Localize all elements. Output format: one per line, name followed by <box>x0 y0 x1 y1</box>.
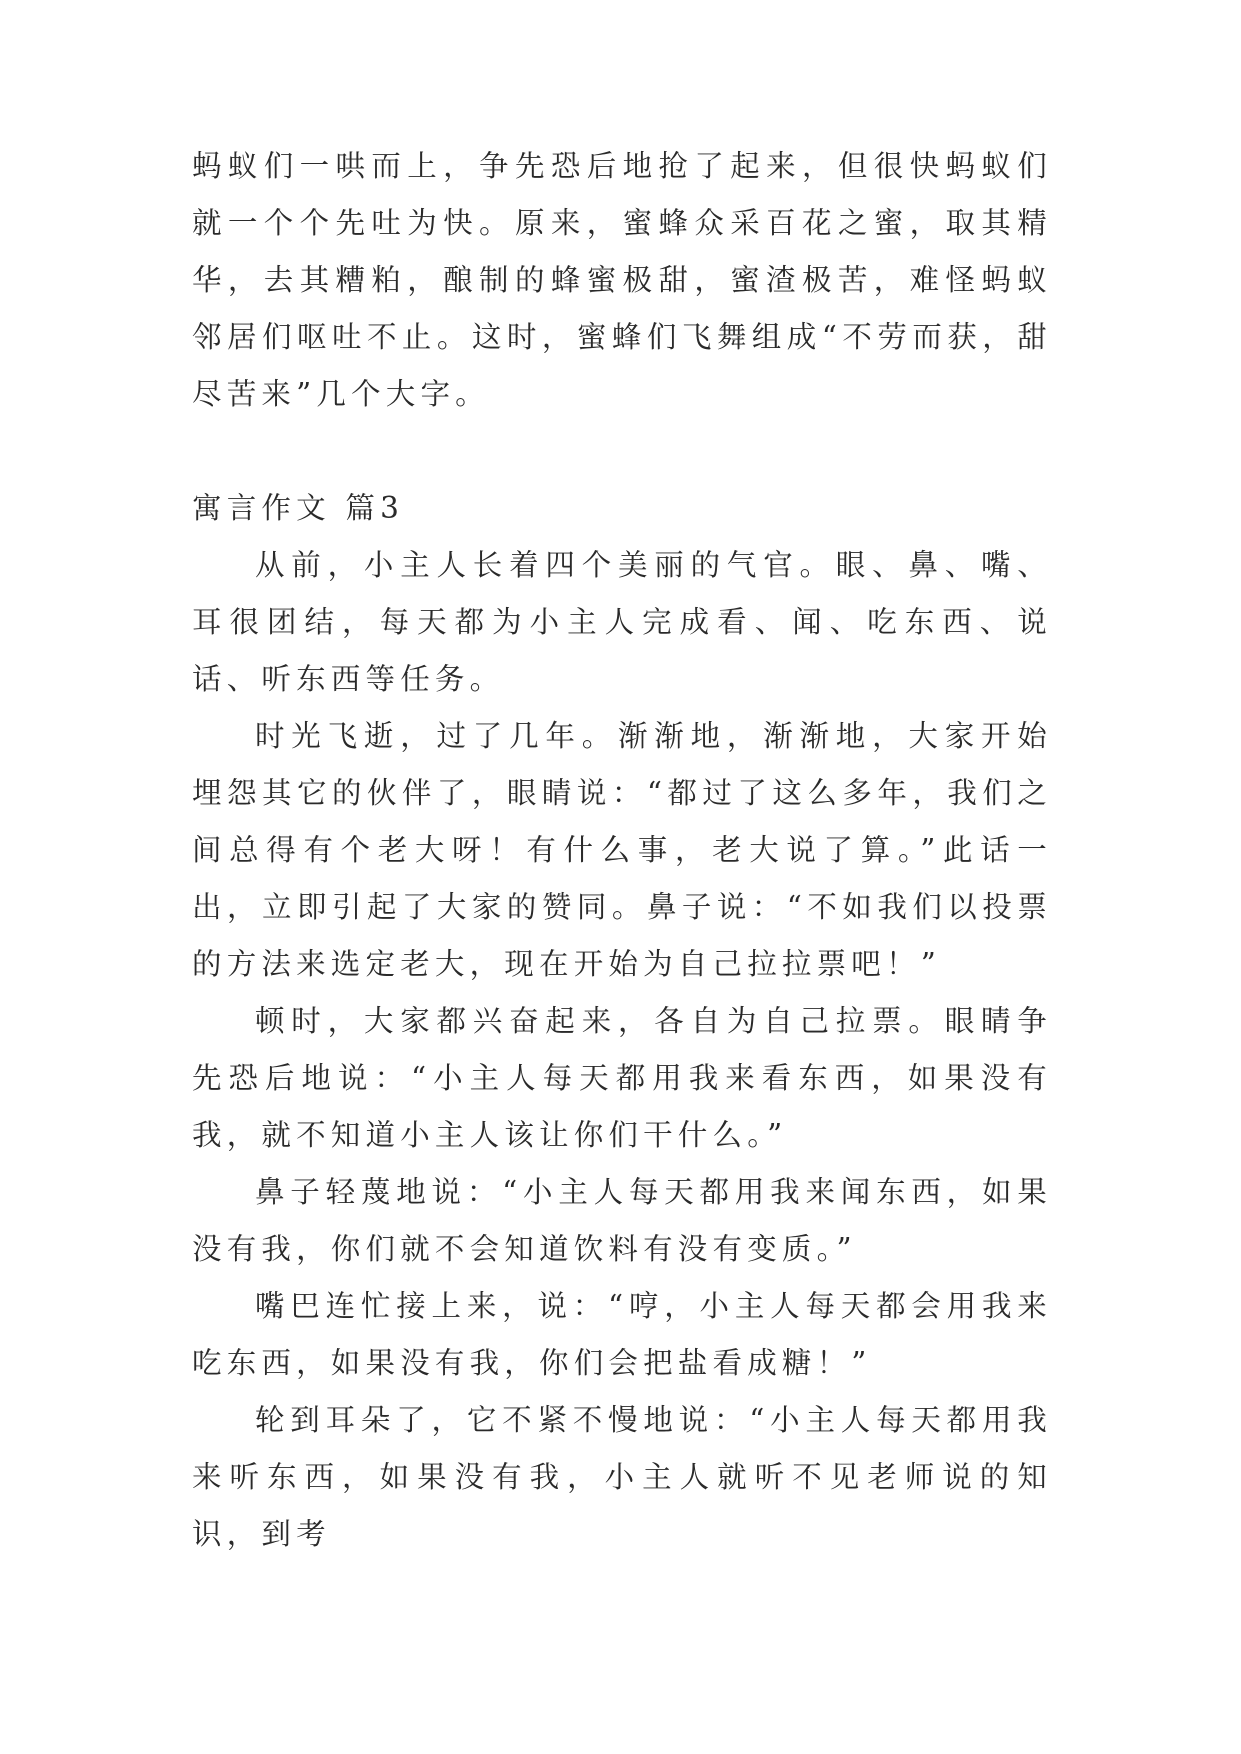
paragraph-6: 轮到耳朵了，它不紧不慢地说：“小主人每天都用我来听东西，如果没有我，小主人就听不见老师说的知识，到考 <box>192 1403 1052 1551</box>
section-title: 寓言作文 篇3 <box>192 491 405 525</box>
paragraph-5: 嘴巴连忙接上来，说：“哼，小主人每天都会用我来吃东西，如果没有我，你们会把盐看成糖！” <box>192 1289 1052 1380</box>
paragraph-3: 顿时，大家都兴奋起来，各自为自己拉票。眼睛争先恐后地说：“小主人每天都用我来看东西，如果没有我，就不知道小主人该让你们干什么。” <box>192 1004 1052 1152</box>
paragraph-2: 时光飞逝，过了几年。渐渐地，渐渐地，大家开始埋怨其它的伙伴了，眼睛说：“都过了这么多年，我们之间总得有个老大呀！有什么事，老大说了算。”此话一出，立即引起了大家的赞同。鼻子说：“不如我们以投票的方法来选定老大，现在开始为自己拉拉票吧！” <box>192 719 1052 981</box>
document-page <box>192 138 1052 1563</box>
paragraph-1: 从前，小主人长着四个美丽的气官。眼、鼻、嘴、耳很团结，每天都为小主人完成看、闻、吃东西、说话、听东西等任务。 <box>192 548 1052 696</box>
section-gap <box>192 423 1052 480</box>
paragraph-4: 鼻子轻蔑地说：“小主人每天都用我来闻东西，如果没有我，你们就不会知道饮料有没有变质。” <box>192 1175 1052 1266</box>
intro-paragraph: 蚂蚁们一哄而上，争先恐后地抢了起来，但很快蚂蚁们就一个个先吐为快。原来，蜜蜂众采百花之蜜，取其精华，去其糟粕，酿制的蜂蜜极甜，蜜渣极苦，难怪蚂蚁邻居们呕吐不止。这时，蜜蜂们飞舞组成“不劳而获，甜尽苦来”几个大字。 <box>192 149 1052 411</box>
